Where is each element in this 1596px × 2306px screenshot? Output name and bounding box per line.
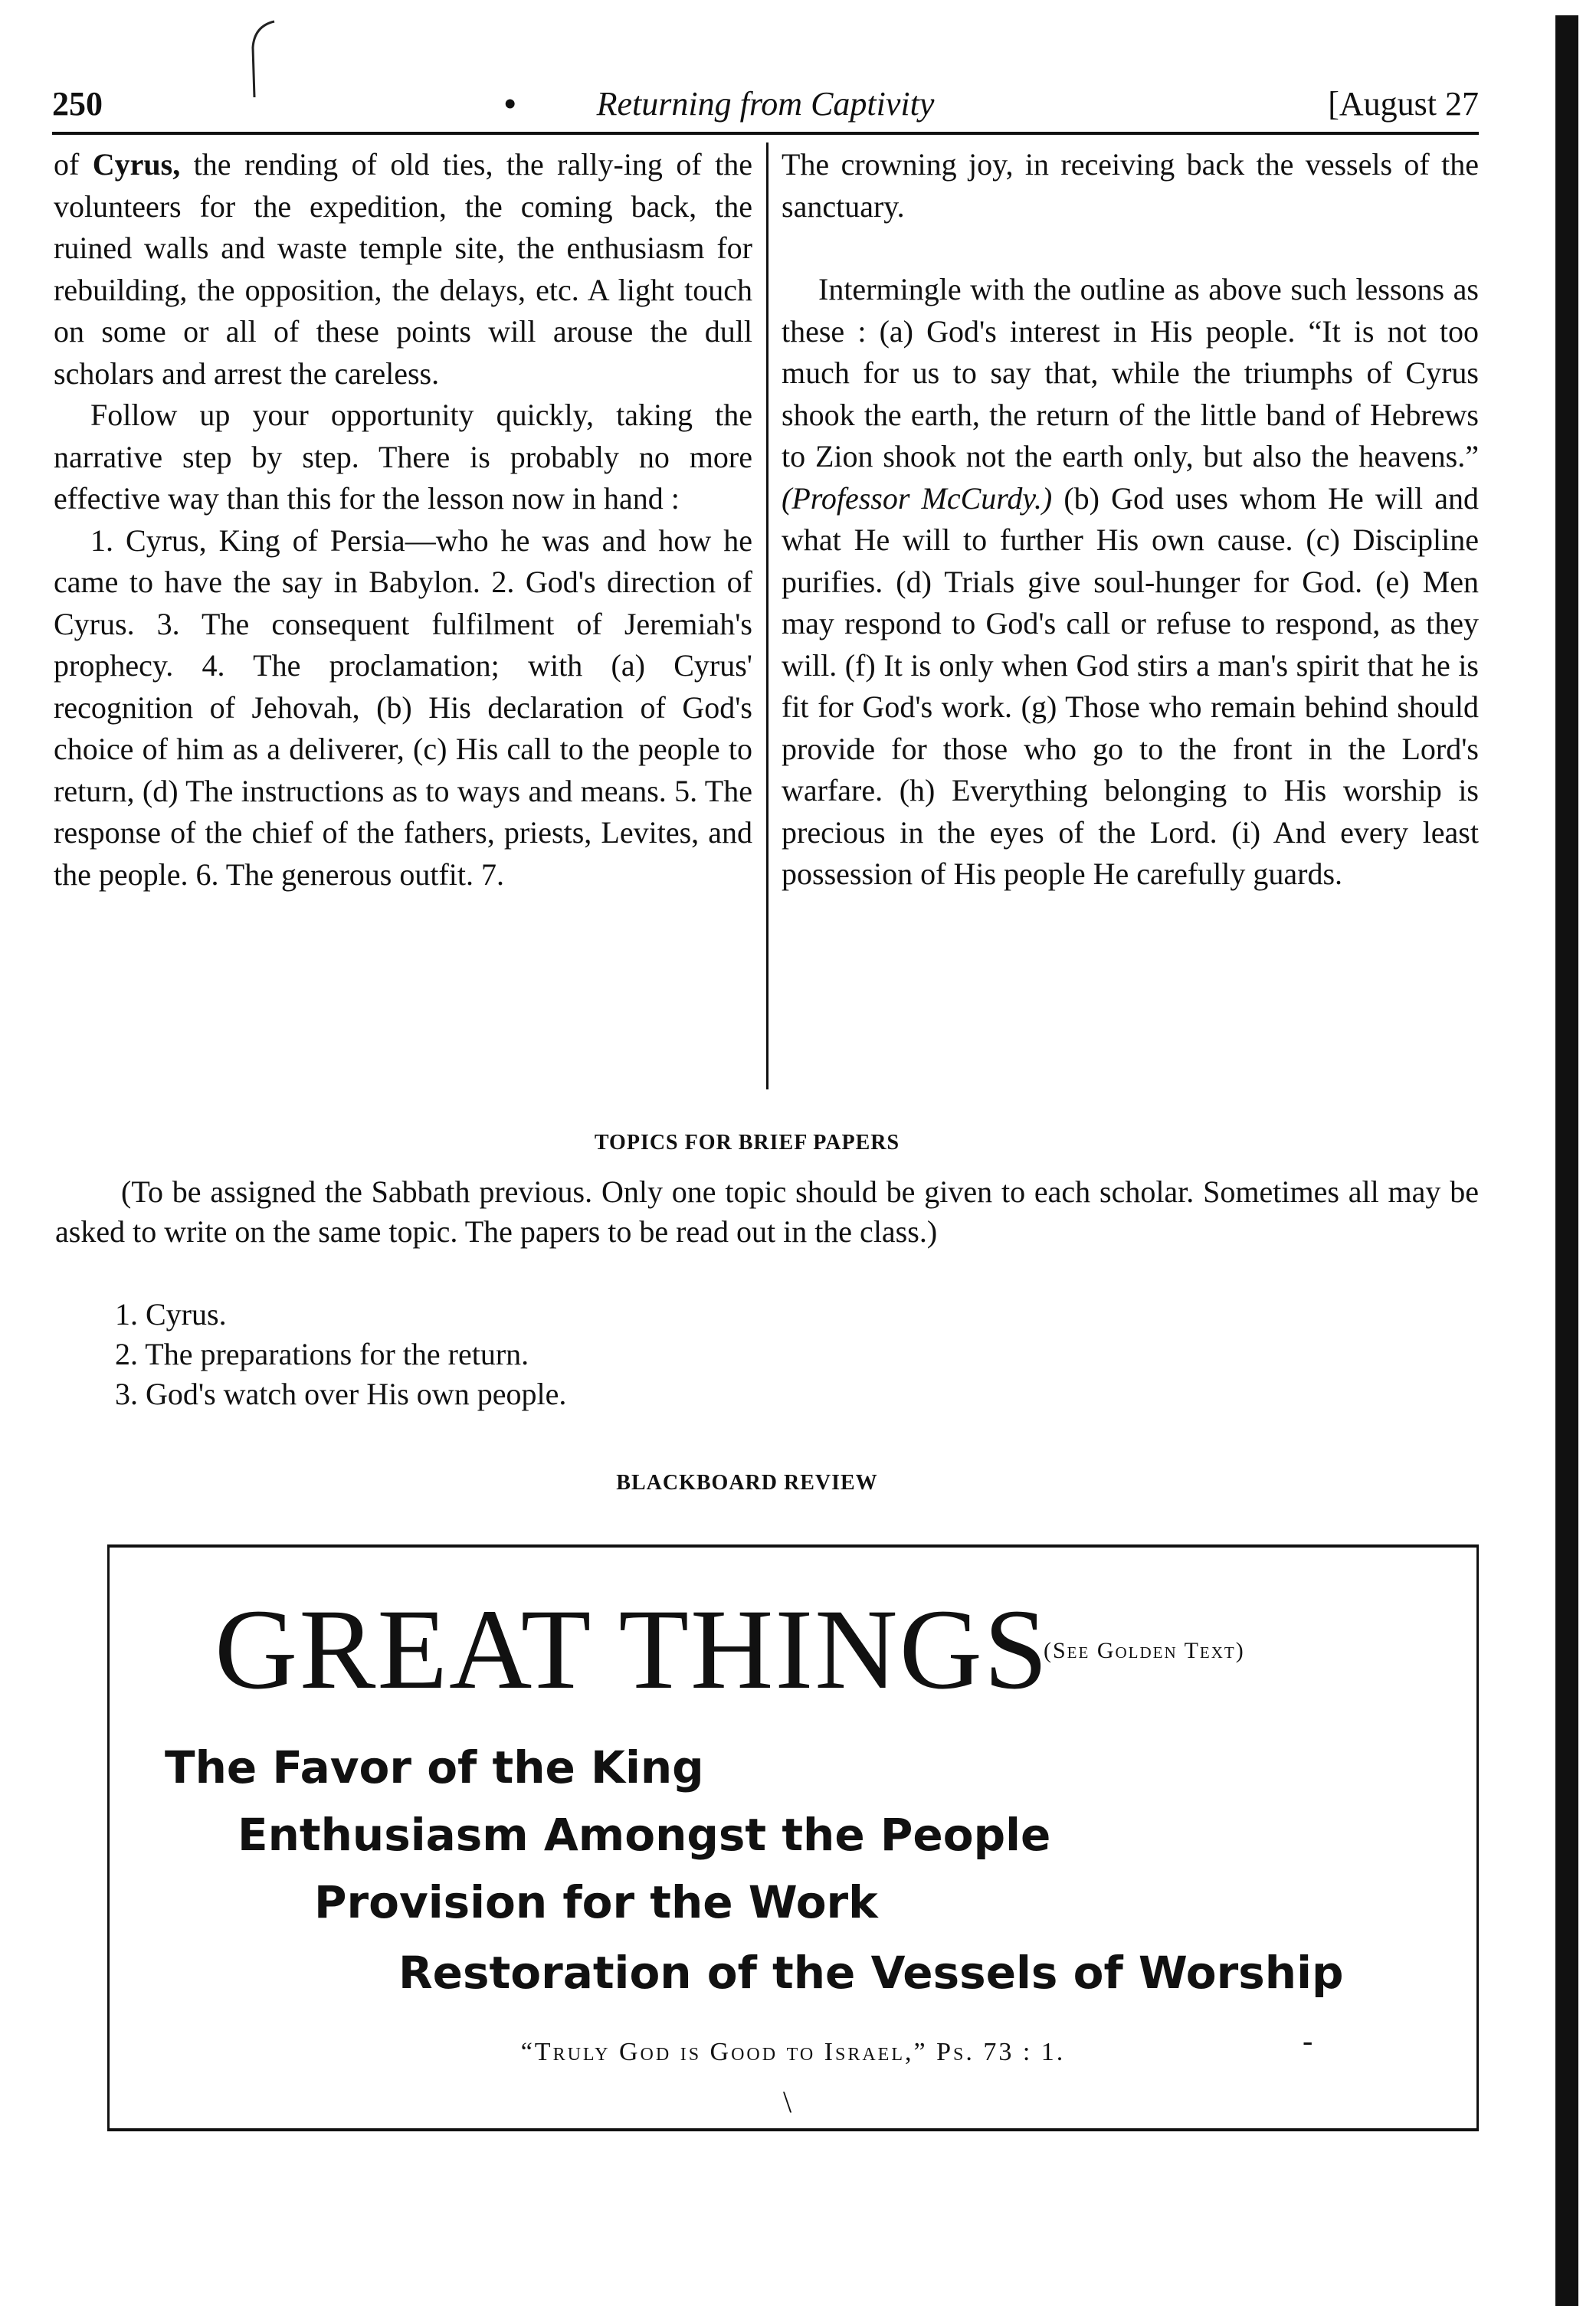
blackboard-line-1: The Favor of the King [165,1741,704,1793]
issue-date: [August 27 [1328,85,1479,123]
left-paragraph-3: 1. Cyrus, King of Persia—who he was and how he came to have the say in Babylon. 2. God's direction of Cyrus. 3. The consequent fulfilment of Jeremiah's prophecy. 4. The proclamation; with (a) Cyrus' recognition of Jehovah, (b) His declaration of God's choice of him as a deliverer, (c) His call to the people to return, (d) The instructions as to ways and means. 5. The response of the chief of the fathers, priests, Levites, and the people. 6. The generous outfit. 7. [54,522,752,892]
left-paragraph-1 [54,144,752,395]
stray-mark: \ [783,2085,792,2119]
right-paragraph-1: The crowning joy, in receiving back the vessels of the sanctuary. [782,147,1479,224]
bullet-mark: • [504,85,516,123]
list-item: 1. Cyrus. [115,1297,227,1332]
topics-heading: TOPICS FOR BRIEF PAPERS [594,1131,900,1155]
topics-intro: (To be assigned the Sabbath previous. Only one topic should be given to each scholar. Sometimes all may be asked to write on the same topic. The papers to be read out in the class.) [55,1174,1479,1249]
scripture-quote: “Truly God is Good to Israel,” Ps. 73 : 1. [520,2038,1066,2066]
page-number: 250 [52,85,103,123]
blackboard-line-2: Enthusiasm Amongst the People [238,1809,1051,1861]
left-column [54,144,752,896]
running-header [52,84,1479,127]
box-rule-bottom [107,2128,1479,2131]
right-paragraph-2 [782,269,1479,896]
list-item: 2. The preparations for the return. [115,1337,529,1371]
blackboard-line-4: Restoration of the Vessels of Worship [398,1947,1344,1999]
citation: (Professor McCurdy.) [782,480,1053,516]
paragraph-gap [782,228,1479,269]
list-item: 3. God's watch over His own people. [115,1377,567,1411]
running-title: Returning from Captivity [596,85,935,123]
text-run: of [54,147,93,182]
header-rule [52,132,1479,135]
column-divider [766,142,769,1089]
blackboard-line-3: Provision for the Work [314,1876,878,1928]
stray-mark: - [1303,2023,1313,2058]
blackboard-title: GREAT THINGS [215,1586,1050,1713]
text-run: the rending of old ties, the rally- [180,147,624,182]
blackboard-heading: BLACKBOARD REVIEW [616,1471,878,1495]
left-paragraph-2: Follow up your opportunity quickly, taking the narrative step by step. There is probably no more effective way than this for the lesson now in hand : [54,398,752,516]
golden-text-note: (See Golden Text) [1044,1638,1245,1663]
cyrus-bold: Cyrus, [92,147,181,182]
box-rule-top [107,1544,1479,1548]
text-run: (b) God uses whom He will and what He will to further His own cause. (c) Discipline purifies. (d) Trials give soul-hunger for God. (e) Men may respond to God's call or refuse to respond, as they will. (f) It is only when God stirs a man's spirit that he is fit for God's work. (g) Those who remain behind should provide for those who go to the front in the Lord's warfare. (h) Everything belonging to His worship is precious in the eyes of the Lord. (i) And every least possession of His people He carefully guards. [782,480,1479,891]
scan-edge-bar [1555,15,1578,2306]
text-run: ing of the volunteers for the expedition, the coming back, the ruined walls and waste temple site, the enthusiasm for rebuilding, the opposition, the delays, etc. A light touch on some or all of these points will arouse the dull scholars and arrest the careless. [54,147,752,391]
text-run: Intermingle with the outline as above such lessons as these : (a) God's interest in His people. “It is not too much for us to say that, while the triumphs of Cyrus shook the earth, the return of the little band of Hebrews to Zion shook not the earth only, but also the heavens.” [782,272,1479,473]
right-column [782,144,1479,896]
topic-list [115,1295,1417,1414]
